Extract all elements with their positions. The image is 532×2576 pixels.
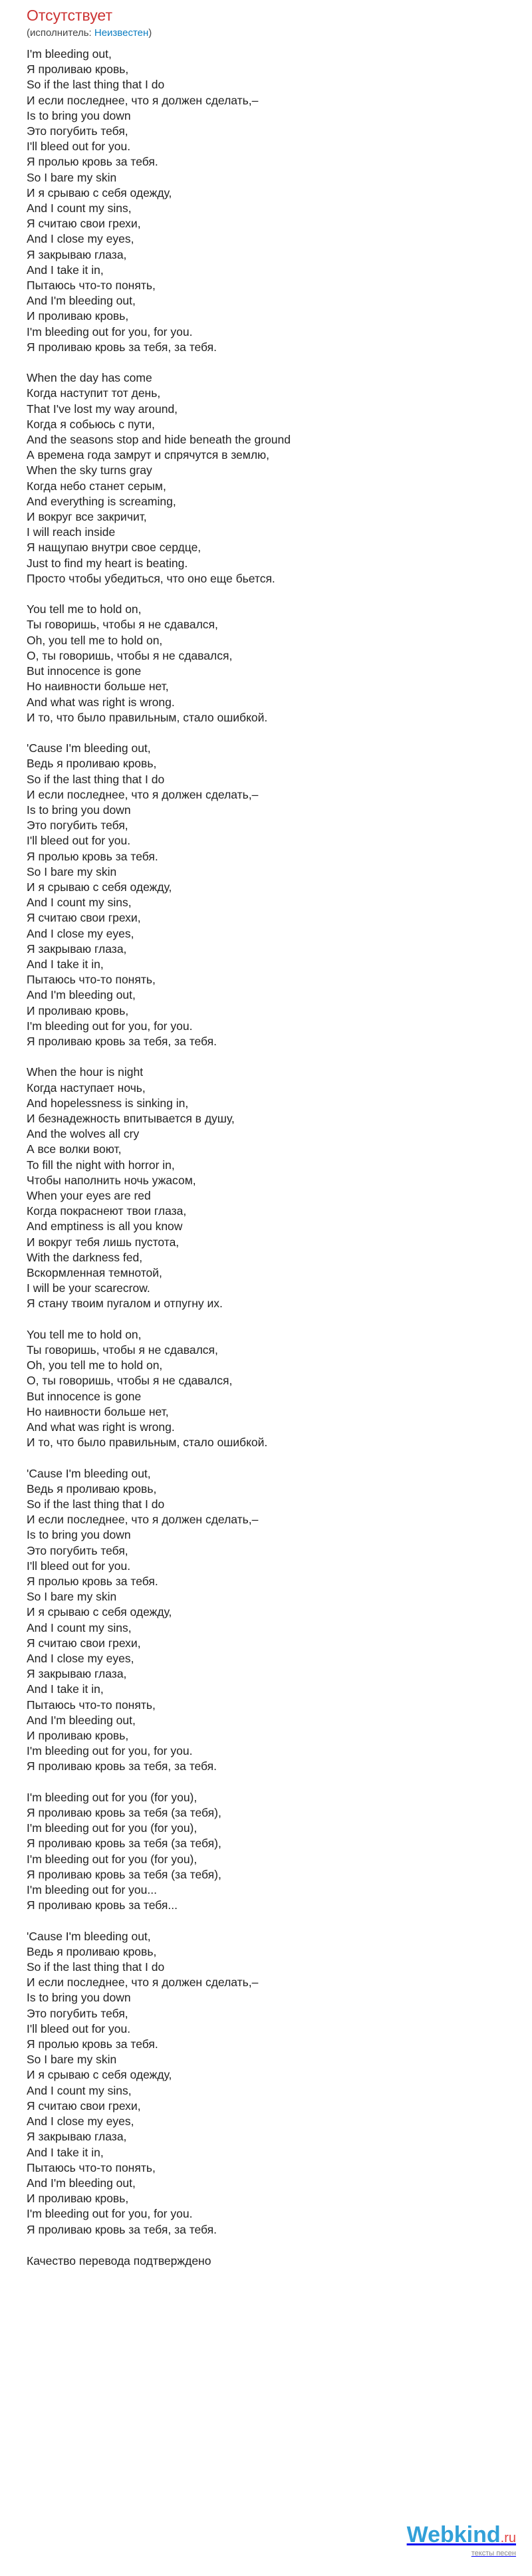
- lyric-line: Я закрываю глаза,: [27, 942, 127, 956]
- lyrics-stanza: [27, 370, 505, 586]
- lyric-line: And what was right is wrong.: [27, 1420, 175, 1434]
- lyric-line: Oh, you tell me to hold on,: [27, 633, 163, 647]
- lyric-line: 'Cause I'm bleeding out,: [27, 1929, 151, 1943]
- lyric-line: Я пролью кровь за тебя.: [27, 2037, 158, 2051]
- lyric-line: So if the last thing that I do: [27, 1960, 165, 1974]
- lyric-line: Ведь я проливаю кровь,: [27, 1481, 157, 1495]
- site-logo[interactable]: [407, 2523, 516, 2557]
- lyrics-stanza: [27, 602, 505, 725]
- lyric-line: You tell me to hold on,: [27, 1327, 142, 1341]
- lyric-line: And I close my eyes,: [27, 926, 134, 940]
- lyric-line: And I'm bleeding out,: [27, 2176, 136, 2190]
- lyric-line: 'Cause I'm bleeding out,: [27, 1466, 151, 1480]
- lyric-line: With the darkness fed,: [27, 1250, 143, 1264]
- lyric-line: So I bare my skin: [27, 864, 117, 878]
- lyric-line: Это погубить тебя,: [27, 819, 128, 833]
- lyric-line: 'Cause I'm bleeding out,: [27, 741, 151, 755]
- lyric-line: Just to find my heart is beating.: [27, 556, 188, 570]
- lyric-line: Ведь я проливаю кровь,: [27, 1944, 157, 1958]
- lyric-line: И проливаю кровь,: [27, 1729, 129, 1743]
- lyric-line: I'm bleeding out for you, for you.: [27, 324, 193, 338]
- lyric-line: Это погубить тебя,: [27, 1543, 128, 1557]
- lyric-line: Пытаюсь что-то понять,: [27, 2160, 156, 2174]
- lyric-line: Я проливаю кровь за тебя (за тебя),: [27, 1867, 221, 1881]
- lyrics-stanza: [27, 1790, 505, 1914]
- brand-name-text: Webkind: [406, 2522, 501, 2547]
- lyric-line: And I'm bleeding out,: [27, 1713, 136, 1727]
- lyric-line: Я считаю свои грехи,: [27, 911, 141, 925]
- lyric-line: You tell me to hold on,: [27, 602, 142, 616]
- lyric-line: Когда наступит тот день,: [27, 386, 161, 400]
- lyric-line: И проливаю кровь,: [27, 2192, 129, 2206]
- lyric-line: I'm bleeding out for you (for you),: [27, 1790, 198, 1804]
- lyric-line: Я закрываю глаза,: [27, 2130, 127, 2144]
- lyric-line: I'm bleeding out for you...: [27, 1883, 157, 1897]
- lyric-line: И если последнее, что я должен сделать,–: [27, 1976, 259, 1990]
- lyric-line: I'm bleeding out for you, for you.: [27, 2207, 193, 2221]
- lyric-line: So if the last thing that I do: [27, 772, 165, 786]
- lyric-line: Но наивности больше нет,: [27, 680, 169, 694]
- lyric-line: Это погубить тебя,: [27, 2006, 128, 2020]
- lyric-line: And the seasons stop and hide beneath the ground: [27, 433, 291, 447]
- lyric-line: Я проливаю кровь,: [27, 63, 129, 76]
- lyric-line: To fill the night with horror in,: [27, 1158, 175, 1172]
- lyric-line: Я закрываю глаза,: [27, 1667, 127, 1681]
- lyric-line: And I close my eyes,: [27, 2115, 134, 2128]
- lyric-line: Is to bring you down: [27, 108, 131, 122]
- lyric-line: Когда я собьюсь с пути,: [27, 417, 155, 431]
- lyric-line: Вскормленная темнотой,: [27, 1265, 162, 1279]
- lyric-line: Я проливаю кровь за тебя (за тебя),: [27, 1837, 221, 1851]
- lyric-line: Я проливаю кровь за тебя, за тебя.: [27, 2222, 217, 2236]
- lyric-line: Я закрываю глаза,: [27, 247, 127, 261]
- lyric-line: И вокруг тебя лишь пустота,: [27, 1235, 180, 1249]
- lyric-line: И вокруг все закричит,: [27, 510, 147, 524]
- lyric-line: And the wolves all cry: [27, 1127, 140, 1141]
- lyric-line: О, ты говоришь, чтобы я не сдавался,: [27, 648, 233, 662]
- lyric-line: I'm bleeding out for you, for you.: [27, 1744, 193, 1758]
- lyric-line: И если последнее, что я должен сделать,–: [27, 787, 259, 801]
- lyric-line: Пытаюсь что-то понять,: [27, 973, 156, 987]
- lyric-line: So I bare my skin: [27, 2053, 117, 2067]
- lyric-line: И то, что было правильным, стало ошибкой.: [27, 710, 268, 724]
- lyric-line: And I take it in,: [27, 2145, 104, 2159]
- lyric-line: И если последнее, что я должен сделать,–: [27, 93, 259, 107]
- lyric-line: When the day has come: [27, 371, 152, 385]
- lyric-line: Я считаю свои грехи,: [27, 1636, 141, 1650]
- lyric-line: So I bare my skin: [27, 170, 117, 184]
- lyric-line: I'm bleeding out for you, for you.: [27, 1019, 193, 1033]
- lyric-line: Oh, you tell me to hold on,: [27, 1358, 163, 1372]
- lyrics-stanza: [27, 1065, 505, 1311]
- lyric-line: Я проливаю кровь за тебя, за тебя.: [27, 1759, 217, 1773]
- lyric-line: И если последнее, что я должен сделать,–: [27, 1513, 259, 1527]
- lyric-line: And I take it in,: [27, 263, 104, 277]
- page-title: Отсутствует: [27, 7, 112, 24]
- lyrics-stanza: [27, 1929, 505, 2238]
- lyric-line: I will reach inside: [27, 525, 116, 539]
- lyric-line: I'm bleeding out,: [27, 47, 112, 61]
- lyric-line: And I count my sins,: [27, 1620, 132, 1634]
- lyric-line: И я срываю с себя одежду,: [27, 1605, 172, 1619]
- lyric-line: And hopelessness is sinking in,: [27, 1096, 189, 1110]
- lyric-line: And I count my sins,: [27, 2083, 132, 2097]
- lyric-line: When your eyes are red: [27, 1188, 151, 1202]
- lyric-line: О, ты говоришь, чтобы я не сдавался,: [27, 1374, 233, 1388]
- lyric-line: Просто чтобы убедиться, что оно еще бьется.: [27, 571, 275, 585]
- lyric-line: А времена года замрут и спрячутся в землю,: [27, 448, 270, 462]
- lyric-line: Когда наступает ночь,: [27, 1081, 146, 1095]
- lyric-line: I'm bleeding out for you (for you),: [27, 1852, 198, 1866]
- lyric-line: When the hour is night: [27, 1065, 144, 1079]
- lyric-line: Я пролью кровь за тебя.: [27, 849, 158, 863]
- artist-suffix: ): [148, 27, 152, 39]
- lyric-line: And I close my eyes,: [27, 1652, 134, 1666]
- lyric-line: And emptiness is all you know: [27, 1220, 183, 1233]
- lyric-line: And I close my eyes,: [27, 232, 134, 246]
- artist-link[interactable]: Неизвестен: [94, 27, 149, 39]
- lyric-line: And what was right is wrong.: [27, 695, 175, 709]
- lyric-line: Чтобы наполнить ночь ужасом,: [27, 1173, 196, 1187]
- lyric-line: И проливаю кровь,: [27, 1003, 129, 1017]
- lyrics-stanza: [27, 1466, 505, 1775]
- lyric-line: Я нащупаю внутри свое сердце,: [27, 541, 201, 555]
- lyric-line: Я пролью кровь за тебя.: [27, 155, 158, 169]
- artist-line: [27, 27, 505, 40]
- artist-prefix: (исполнитель:: [27, 27, 94, 39]
- lyric-line: И то, что было правильным, стало ошибкой.: [27, 1436, 268, 1450]
- lyric-line: Когда небо станет серым,: [27, 479, 166, 493]
- lyric-line: И я срываю с себя одежду,: [27, 880, 172, 894]
- lyric-line: Я стану твоим пугалом и отпугну их.: [27, 1297, 223, 1311]
- lyric-line: Я проливаю кровь за тебя (за тебя),: [27, 1806, 221, 1820]
- lyric-line: I'll bleed out for you.: [27, 2021, 131, 2035]
- brand-tld: .ru: [500, 2531, 516, 2545]
- lyric-line: And I'm bleeding out,: [27, 988, 136, 1002]
- lyric-line: Пытаюсь что-то понять,: [27, 279, 156, 293]
- lyric-line: And everything is screaming,: [27, 494, 176, 508]
- lyric-line: I'll bleed out for you.: [27, 1559, 131, 1573]
- lyric-line: And I'm bleeding out,: [27, 294, 136, 308]
- lyric-line: И я срываю с себя одежду,: [27, 2068, 172, 2082]
- lyrics-stanza: [27, 741, 505, 1049]
- lyric-line: Пытаюсь что-то понять,: [27, 1698, 156, 1712]
- lyric-line: So I bare my skin: [27, 1590, 117, 1604]
- lyric-line: Я проливаю кровь за тебя...: [27, 1898, 178, 1912]
- lyric-line: И безнадежность впитывается в душу,: [27, 1111, 235, 1125]
- lyric-line: Я проливаю кровь за тебя, за тебя.: [27, 1034, 217, 1048]
- lyric-line: И я срываю с себя одежду,: [27, 186, 172, 199]
- lyric-line: Когда покраснеют твои глаза,: [27, 1204, 187, 1218]
- lyric-line: And I take it in,: [27, 1682, 104, 1696]
- lyric-line: Но наивности больше нет,: [27, 1404, 169, 1418]
- lyric-line: I'm bleeding out for you (for you),: [27, 1821, 198, 1835]
- lyric-line: Я считаю свои грехи,: [27, 2099, 141, 2113]
- lyric-line: And I take it in,: [27, 957, 104, 971]
- lyric-line: И проливаю кровь,: [27, 309, 129, 323]
- lyric-line: Ведь я проливаю кровь,: [27, 757, 157, 771]
- lyric-line: I'll bleed out for you.: [27, 140, 131, 154]
- lyric-line: And I count my sins,: [27, 201, 132, 215]
- lyrics-body: [27, 47, 505, 2238]
- lyric-line: I will be your scarecrow.: [27, 1281, 150, 1295]
- lyric-line: And I count my sins,: [27, 896, 132, 910]
- lyric-line: So if the last thing that I do: [27, 78, 165, 92]
- lyric-line: I'll bleed out for you.: [27, 834, 131, 848]
- lyric-line: Я проливаю кровь за тебя, за тебя.: [27, 340, 217, 354]
- translation-quality-note: Качество перевода подтверждено: [27, 2254, 211, 2267]
- lyric-line: А все волки воют,: [27, 1142, 122, 1156]
- lyric-line: Я пролью кровь за тебя.: [27, 1575, 158, 1589]
- lyric-line: That I've lost my way around,: [27, 402, 178, 416]
- brand-name: [407, 2523, 516, 2549]
- lyric-line: But innocence is gone: [27, 664, 142, 678]
- lyric-line: Is to bring you down: [27, 1528, 131, 1542]
- lyric-line: Is to bring you down: [27, 1991, 131, 2005]
- lyric-line: Ты говоришь, чтобы я не сдавался,: [27, 1343, 218, 1356]
- lyrics-stanza: [27, 1327, 505, 1451]
- lyric-line: Это погубить тебя,: [27, 124, 128, 138]
- lyric-line: But innocence is gone: [27, 1389, 142, 1403]
- lyric-line: Ты говоришь, чтобы я не сдавался,: [27, 618, 218, 632]
- brand-tagline: тексты песен: [471, 2549, 516, 2557]
- lyric-line: Is to bring you down: [27, 803, 131, 817]
- lyric-line: So if the last thing that I do: [27, 1497, 165, 1511]
- lyrics-stanza: [27, 47, 505, 355]
- lyric-line: When the sky turns gray: [27, 463, 152, 477]
- lyric-line: Я считаю свои грехи,: [27, 217, 141, 231]
